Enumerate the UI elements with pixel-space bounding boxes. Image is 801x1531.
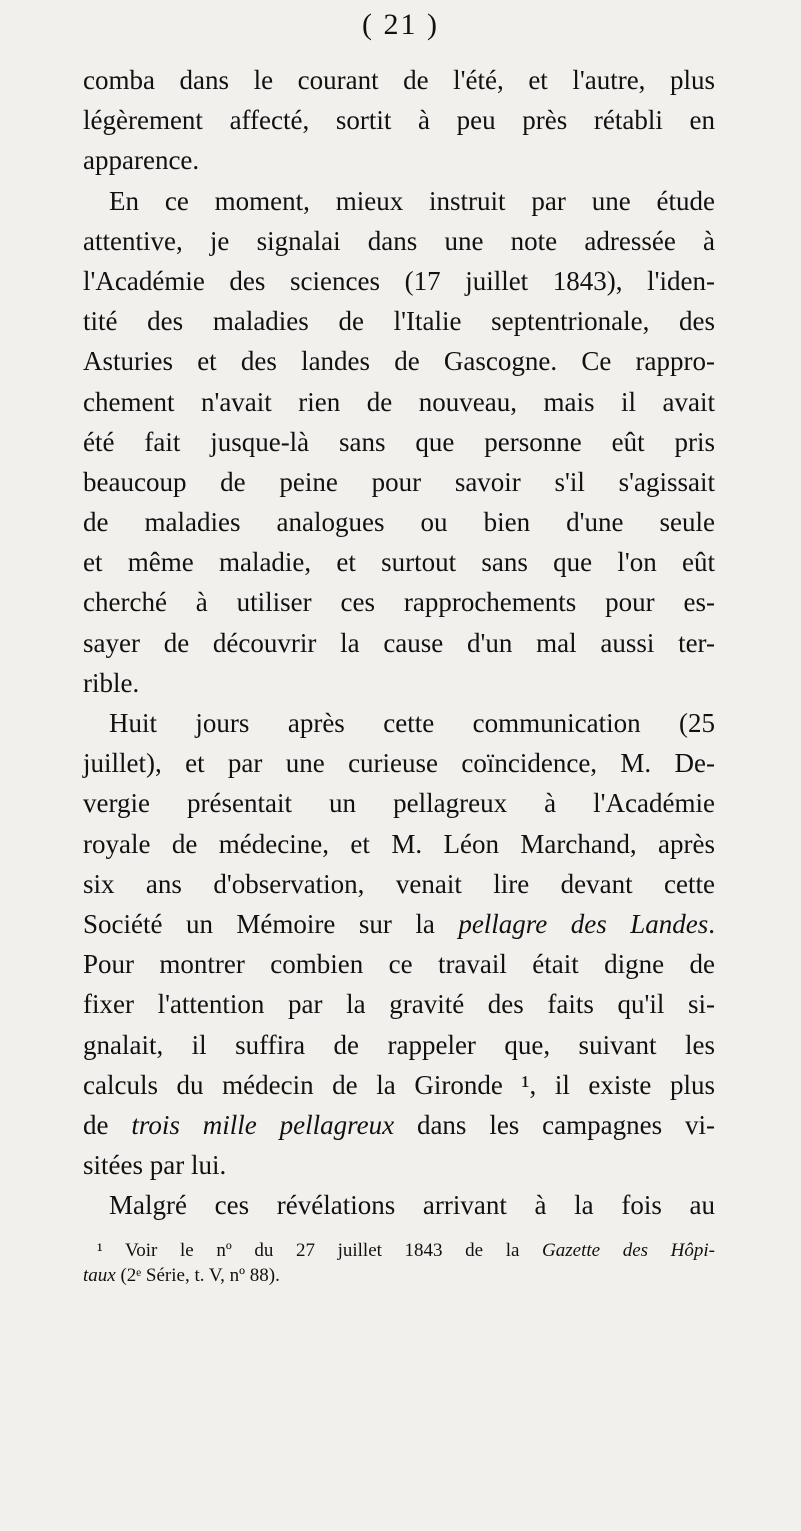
- footnote-line: [83, 1238, 715, 1263]
- text-line: Asturies et des landes de Gascogne. Ce rappro-: [83, 346, 715, 377]
- body-text: [83, 60, 715, 1225]
- footnote-text: ¹ Voir le nº du 27 juillet 1843 de la: [97, 1240, 543, 1261]
- text-line: légèrement affecté, sortit à peu près rétabli en: [83, 105, 715, 136]
- footnote-text: (2ᵉ Série, t. V, nº 88).: [115, 1265, 280, 1286]
- text-line: apparence.: [83, 145, 200, 176]
- text-line: comba dans le courant de l'été, et l'autre, plus: [83, 65, 715, 95]
- text-line: tité des maladies de l'Italie septentrionale, des: [83, 306, 715, 337]
- footnote: [83, 1238, 715, 1288]
- text-line: calculs du médecin de la Gironde ¹, il existe plus: [83, 1069, 715, 1100]
- text-line: En ce moment, mieux instruit par une étude: [109, 185, 715, 216]
- text-line: six ans d'observation, venait lire devant cette: [83, 868, 715, 899]
- text-line: vergie présentait un pellagreux à l'Académie: [83, 788, 715, 819]
- text-line: l'Académie des sciences (17 juillet 1843), l'iden-: [83, 265, 715, 296]
- footnote-line: [83, 1263, 715, 1288]
- text-line: juillet), et par une curieuse coïncidence, M. De-: [83, 748, 715, 779]
- italic-term: pellagre des Landes: [458, 908, 709, 939]
- page-number: ( 21 ): [362, 8, 439, 41]
- text-line: Malgré ces révélations arrivant à la fois au: [109, 1190, 715, 1221]
- footnote-journal-title: taux: [83, 1265, 116, 1286]
- text-segment: Société un Mémoire sur la: [83, 908, 459, 939]
- text-segment: dans les campagnes vi-: [394, 1109, 715, 1140]
- text-line: rible.: [83, 667, 140, 698]
- text-line: sitées par lui.: [83, 1150, 227, 1181]
- text-line: été fait jusque-là sans que personne eût pris: [83, 426, 715, 457]
- text-line: Pour montrer combien ce travail était digne de: [83, 949, 715, 980]
- text-line: de maladies analogues ou bien d'une seule: [83, 507, 715, 538]
- text-line-with-italic: [83, 904, 715, 944]
- text-line: attentive, je signalai dans une note adressée à: [83, 225, 715, 256]
- text-line: royale de médecine, et M. Léon Marchand, après: [83, 828, 715, 859]
- text-segment: de: [83, 1109, 132, 1140]
- text-line: Huit jours après cette communication (25: [109, 708, 715, 738]
- text-line: beaucoup de peine pour savoir s'il s'agissait: [83, 466, 715, 497]
- text-segment: .: [708, 908, 715, 939]
- text-line: fixer l'attention par la gravité des faits qu'il si-: [83, 989, 715, 1020]
- footnote-journal-title: Gazette des Hôpi-: [542, 1240, 715, 1261]
- text-line: cherché à utiliser ces rapprochements pour es-: [83, 587, 715, 618]
- text-line: gnalait, il suffira de rappeler que, suivant les: [83, 1029, 715, 1060]
- text-line: sayer de découvrir la cause d'un mal aussi ter-: [83, 627, 715, 658]
- text-line-with-italic: [83, 1105, 715, 1145]
- text-line: chement n'avait rien de nouveau, mais il avait: [83, 386, 715, 417]
- italic-term: trois mille pellagreux: [131, 1109, 395, 1140]
- text-line: et même maladie, et surtout sans que l'on eût: [83, 547, 715, 578]
